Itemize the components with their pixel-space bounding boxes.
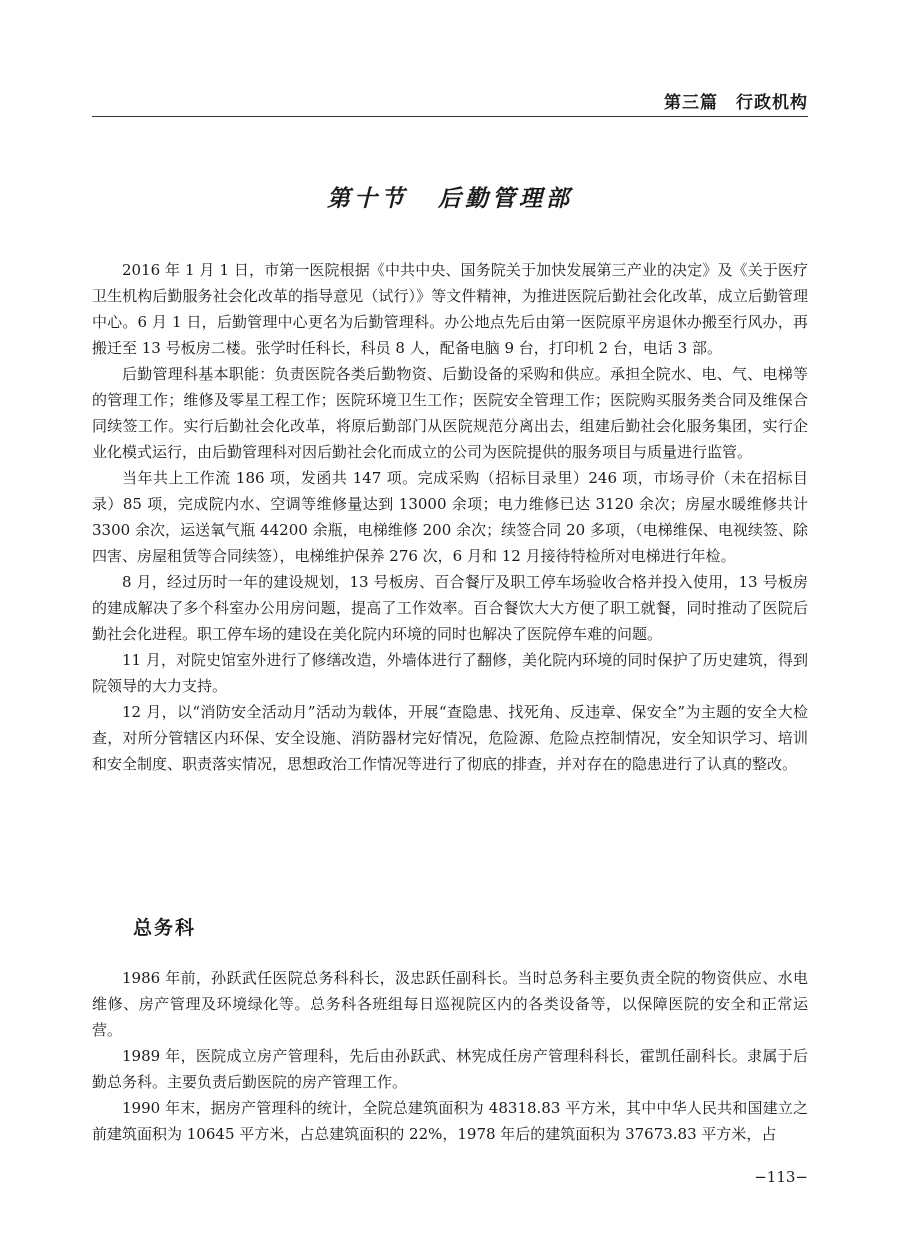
paragraph: 11 月，对院史馆室外进行了修缮改造，外墙体进行了翻修，美化院内环境的同时保护了历史建筑，得到院领导的大力支持。 [92,651,808,695]
main-body [92,257,808,777]
paragraph: 12 月，以“消防安全活动月”活动为载体，开展“查隐患、找死角、反违章、保安全”为主题的安全大检查，对所分管辖区内环保、安全设施、消防器材完好情况，危险源、危险点控制情况，安全知识学习、培训和安全制度、职责落实情况，思想政治工作情况等进行了彻底的排查，并对存在的隐患进行了认真的整改。 [92,703,808,773]
running-header: 第三篇 行政机构 [664,93,808,113]
paragraph: 1989 年，医院成立房产管理科，先后由孙跃武、林宪成任房产管理科科长，霍凯任副科长。隶属于后勤总务科。主要负责后勤医院的房产管理工作。 [92,1047,808,1091]
page-number: −113− [754,1168,808,1186]
section-title [0,180,900,213]
paragraph: 1990 年末，据房产管理科的统计，全院总建筑面积为 48318.83 平方米，其中中华人民共和国建立之前建筑面积为 10645 平方米，占总建筑面积的 22%，1978 年后的建筑面积为 37673.83 平方米，占 [92,1099,808,1143]
paragraph: 1986 年前，孙跃武任医院总务科科长，汲忠跃任副科长。当时总务科主要负责全院的物资供应、水电维修、房产管理及环境绿化等。总务科各班组每日巡视院区内的各类设备等，以保障医院的安全和正常运营。 [92,969,808,1039]
subsection-body [92,965,808,1147]
paragraph: 2016 年 1 月 1 日，市第一医院根据《中共中央、国务院关于加快发展第三产业的决定》及《关于医疗卫生机构后勤服务社会化改革的指导意见（试行）》等文件精神，为推进医院后勤社会化改革，成立后勤管理中心。6 月 1 日，后勤管理中心更名为后勤管理科。办公地点先后由第一医院原平房退休办搬至行风办，再搬迁至 13 号板房二楼。张学时任科长，科员 8 人，配备电脑 9 台，打印机 2 台，电话 3 部。 [92,261,808,357]
header-rule [92,116,808,117]
paragraph: 后勤管理科基本职能：负责医院各类后勤物资、后勤设备的采购和供应。承担全院水、电、气、电梯等的管理工作；维修及零星工程工作；医院环境卫生工作；医院安全管理工作；医院购买服务类合同及维保合同续签工作。实行后勤社会化改革，将原后勤部门从医院规范分离出去，组建后勤社会化服务集团，实行企业化模式运行，由后勤管理科对因后勤社会化而成立的公司为医院提供的服务项目与质量进行监管。 [92,365,808,461]
section-name: 后勤管理部 [438,185,573,212]
subsection-heading: 总务科 [133,917,197,939]
paragraph: 8 月，经过历时一年的建设规划，13 号板房、百合餐厅及职工停车场验收合格并投入使用，13 号板房的建成解决了多个科室办公用房问题，提高了工作效率。百合餐饮大大方便了职工就餐，同时推动了医院后勤社会化进程。职工停车场的建设在美化院内环境的同时也解决了医院停车难的问题。 [92,573,808,643]
paragraph: 当年共上工作流 186 项，发函共 147 项。完成采购（招标目录里）246 项，市场寻价（未在招标目录）85 项，完成院内水、空调等维修量达到 13000 余项；电力维修已达 3120 余次；房屋水暖维修共计 3300 余次，运送氧气瓶 44200 余瓶，电梯维修 200 余次；续签合同 20 多项，（电梯维保、电视续签、除四害、房屋租赁等合同续签），电梯维护保养 276 次，6 月和 12 月接待特检所对电梯进行年检。 [92,469,808,565]
section-number: 第十节 [327,185,408,212]
